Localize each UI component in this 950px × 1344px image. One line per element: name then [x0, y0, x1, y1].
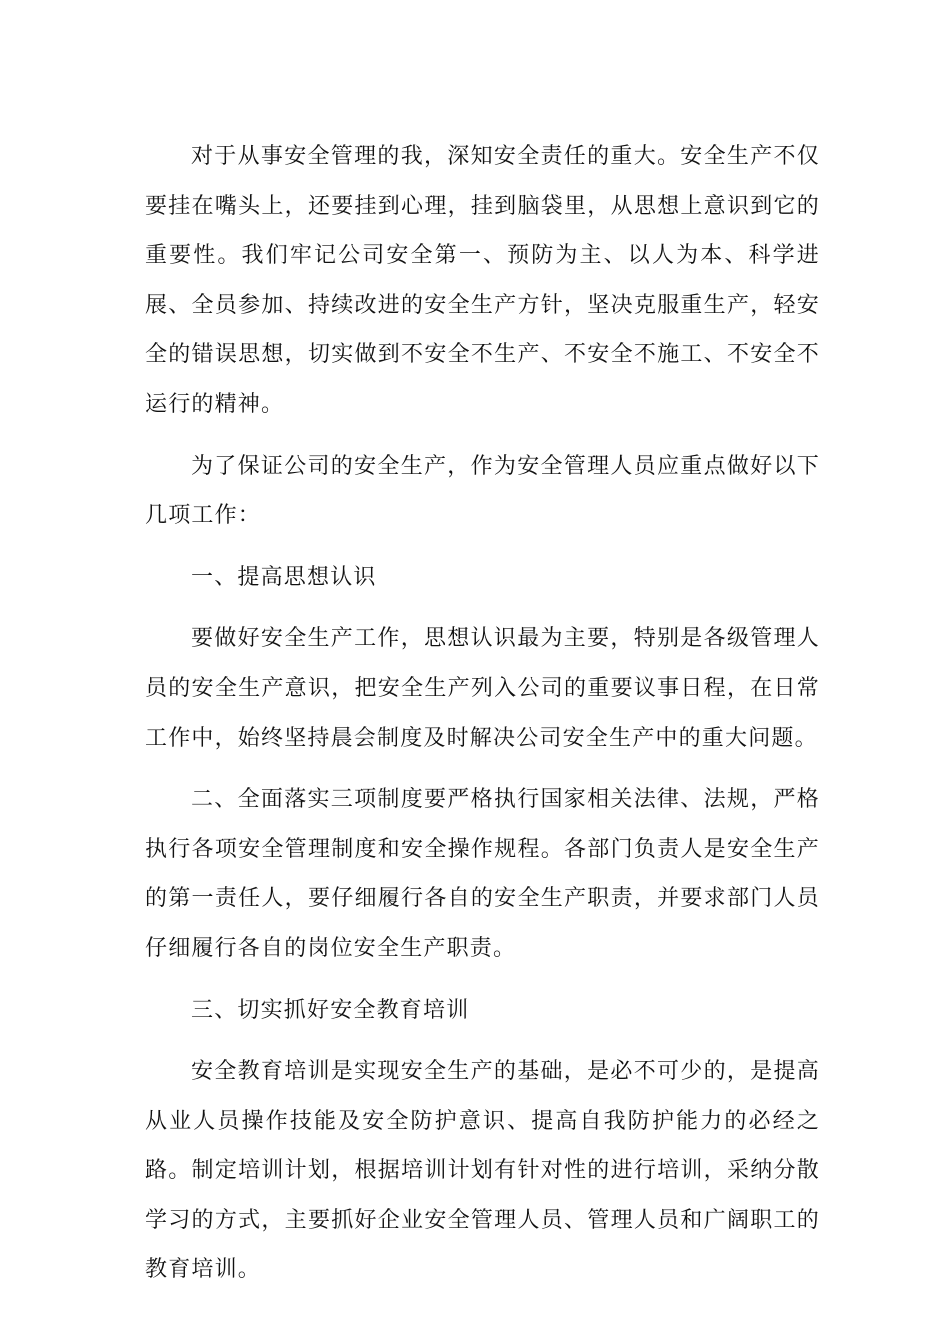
- paragraph-work-intro: 为了保证公司的安全生产，作为安全管理人员应重点做好以下几项工作：: [145, 453, 820, 529]
- section-heading-1: 一、提高思想认识: [191, 564, 377, 590]
- paragraph-safety-responsibility: 对于从事安全管理的我，深知安全责任的重大。安全生产不仅要挂在嘴头上，还要挂到心理，挂到脑袋里，从思想上意识到它的重要性。我们牢记公司安全第一、预防为主、以人为本、科学进展、全员参加、持续改进的安全生产方针，坚决克服重生产，轻安全的错误思想，切实做到不安全不生产、不安全不施工、不安全不运行的精神。: [145, 144, 820, 417]
- paragraph-section-3: 安全教育培训是实现安全生产的基础，是必不可少的，是提高从业人员操作技能及安全防护意识、提高自我防护能力的必经之路。制定培训计划，根据培训计划有针对性的进行培训，采纳分散学习的方式，主要抓好企业安全管理人员、管理人员和广阔职工的教育培训。: [145, 1059, 820, 1283]
- document-body: [145, 132, 820, 1307]
- section-heading-3: 三、切实抓好安全教育培训: [191, 997, 470, 1023]
- paragraph-section-1: 要做好安全生产工作，思想认识最为主要，特别是各级管理人员的安全生产意识，把安全生产列入公司的重要议事日程，在日常工作中，始终坚持晨会制度及时解决公司安全生产中的重大问题。: [145, 626, 820, 751]
- paragraph-section-2: 二、全面落实三项制度要严格执行国家相关法律、法规，严格执行各项安全管理制度和安全操作规程。各部门负责人是安全生产的第一责任人，要仔细履行各自的安全生产职责，并要求部门人员仔细履行各自的岗位安全生产职责。: [145, 787, 820, 961]
